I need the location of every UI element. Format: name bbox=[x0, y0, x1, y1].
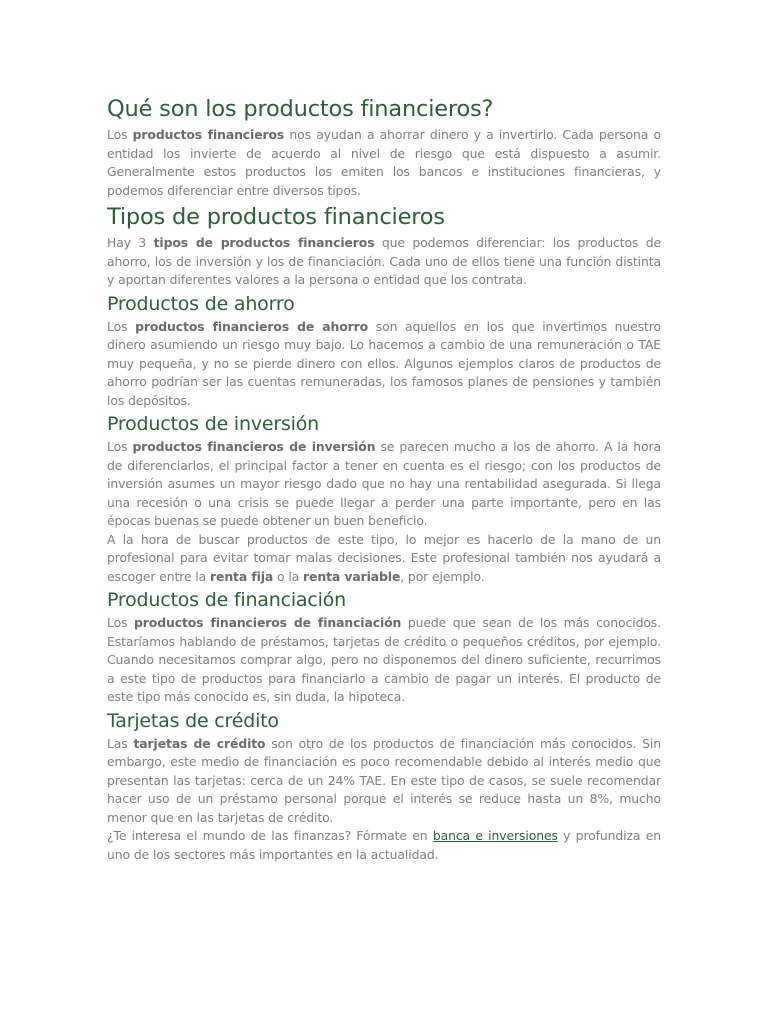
text-run: , por ejemplo. bbox=[400, 568, 485, 584]
text-run: nos ayudan a ahorrar dinero y a invertirlo. Cada persona o entidad los invierte de acuerdo al nivel de riesgo que está dispuesto a asumir. Generalmente estos productos los emiten los bancos e instituciones financieras, y podemos diferenciar entre diversos tipos. bbox=[107, 127, 661, 198]
text-run: Hay 3 bbox=[107, 235, 154, 250]
text-run: Los bbox=[107, 318, 136, 334]
paragraph-inversion-2 bbox=[107, 531, 661, 587]
text-run: que podemos diferenciar: los productos de ahorro, los de inversión y los de financiación. Cada uno de ellos tiene una función distinta y aportan diferentes valores a la persona o entidad que los contrata. bbox=[107, 235, 661, 287]
section-que-son bbox=[107, 92, 661, 200]
section-heading-financiacion: Productos de financiación bbox=[107, 589, 346, 611]
page-title: Qué son los productos financieros? bbox=[107, 96, 494, 122]
section-financiacion bbox=[107, 586, 661, 707]
section-heading-inversion: Productos de inversión bbox=[107, 413, 320, 435]
text-run: y profundiza en uno de los sectores más importantes en la actualidad. bbox=[107, 828, 662, 862]
text-run: puede que sean de los más conocidos. Estaríamos hablando de préstamos, tarjetas de crédito o pequeños créditos, por ejemplo. Cuando necesitamos comprar algo, pero no disponemos del dinero suficiente, recurrimos a este tipo de productos para financiarlo a cambio de pagar un interés. El producto de este tipo más conocido es, sin duda, la hipoteca. bbox=[107, 615, 662, 704]
paragraph-ahorro bbox=[107, 318, 661, 411]
text-run: o la bbox=[273, 568, 304, 584]
section-heading-ahorro: Productos de ahorro bbox=[107, 292, 295, 315]
paragraph-intro bbox=[107, 126, 661, 200]
paragraph-cta bbox=[107, 827, 661, 864]
section-ahorro bbox=[107, 290, 661, 411]
section-tarjetas bbox=[107, 707, 661, 865]
bold-term: tarjetas de crédito bbox=[133, 735, 266, 751]
bold-term: productos financieros de inversión bbox=[132, 439, 376, 454]
banca-inversiones-link[interactable]: banca e inversiones bbox=[432, 828, 558, 843]
text-run: se parecen mucho a los de ahorro. A la hora de diferenciarlos, el principal factor a tener en cuenta es el riesgo; con los productos de inversión asumes un mayor riesgo dado que no hay una rentabilidad asegurada. Si llega una recesión o una crisis se puede llegar a perder una parte importante, pero en las épocas buenas se puede obtener un buen beneficio. bbox=[107, 439, 661, 528]
text-run: Las bbox=[107, 735, 134, 751]
text-run: ¿Te interesa el mundo de las finanzas? Fórmate en bbox=[107, 828, 433, 843]
text-run: son aquellos en los que invertimos nuestro dinero asumiendo un riesgo muy bajo. Lo hacemos a cambio de una remuneración o TAE muy pequeña, y no se pierde dinero con ellos. Algunos ejemplos claros de productos de ahorro podrían ser las cuentas remuneradas, los famosos planes de pensiones y también los depósitos. bbox=[107, 318, 661, 408]
bold-term: renta variable bbox=[303, 568, 401, 584]
paragraph-financiacion bbox=[107, 614, 661, 707]
document-page bbox=[107, 92, 661, 864]
bold-term: productos financieros de financiación bbox=[134, 615, 402, 630]
section-heading-tipos: Tipos de productos financieros bbox=[107, 204, 445, 230]
text-run: A la hora de buscar productos de este tipo, lo mejor es hacerlo de la mano de un profesional para evitar tomar malas decisiones. Este profesional también nos ayudará a escoger entre la bbox=[107, 531, 661, 584]
paragraph-tipos bbox=[107, 234, 661, 290]
text-run: Los bbox=[107, 127, 133, 142]
section-inversion bbox=[107, 410, 661, 586]
bold-term: tipos de productos financieros bbox=[153, 235, 375, 250]
bold-term: productos financieros bbox=[132, 127, 285, 142]
section-tipos bbox=[107, 200, 661, 290]
paragraph-tarjetas bbox=[107, 735, 661, 828]
text-run: Los bbox=[107, 439, 133, 454]
text-run: Los bbox=[107, 615, 135, 630]
paragraph-inversion-1 bbox=[107, 438, 661, 531]
bold-term: renta fija bbox=[210, 568, 274, 584]
section-heading-tarjetas: Tarjetas de crédito bbox=[107, 709, 279, 732]
bold-term: productos financieros de ahorro bbox=[135, 318, 369, 334]
text-run: son otro de los productos de financiación más conocidos. Sin embargo, este medio de financiación es poco recomendable debido al interés medio que presentan las tarjetas: cerca de un 24% TAE. En este tipo de casos, se suele recomendar hacer uso de un préstamo personal porque el interés se reduce hasta un 8%, mucho menor que en las tarjetas de crédito. bbox=[107, 735, 661, 825]
